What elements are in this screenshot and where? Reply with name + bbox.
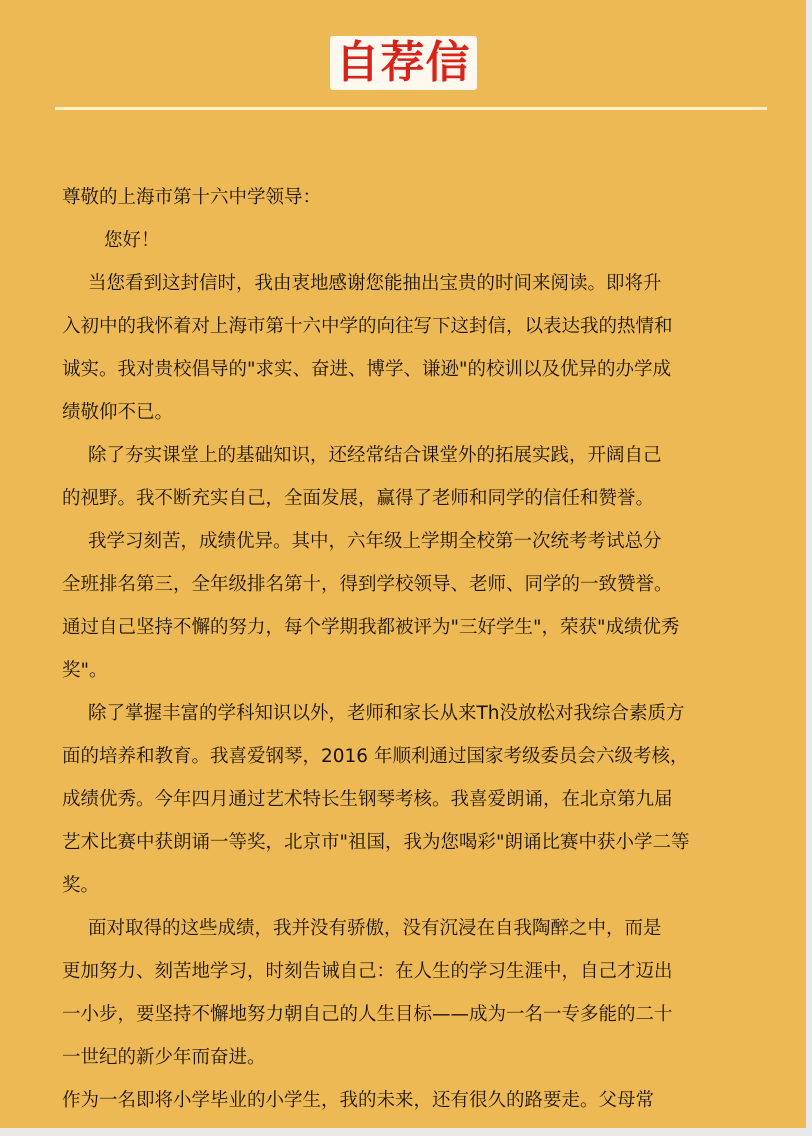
salutation: 尊敬的上海市第十六中学领导： [62, 187, 322, 208]
title-banner [0, 36, 806, 90]
text-line: 面对取得的这些成绩，我并没有骄傲，没有沉浸在自我陶醉之中，而是 [88, 918, 662, 939]
text-line: 绩敬仰不已。 [62, 402, 174, 423]
text-line: 全班排名第三，全年级排名第十，得到学校领导、老师、同学的一致赞誉。 [62, 574, 673, 595]
text-line: 一小步，要坚持不懈地努力朝自己的人生目标——成为一名一专多能的二十 [62, 1004, 673, 1025]
text-line: 面的培养和教育。我喜爱钢琴，2016 年顺利通过国家考级委员会六级考核， [62, 746, 689, 767]
text-line: 除了夯实课堂上的基础知识，还经常结合课堂外的拓展实践，开阔自己 [88, 445, 662, 466]
text-line: 艺术比赛中获朗诵一等奖，北京市"祖国，我为您喝彩"朗诵比赛中获小学二等 [62, 832, 690, 853]
greeting: 您好！ [104, 230, 160, 251]
text-line: 入初中的我怀着对上海市第十六中学的向往写下这封信，以表达我的热情和 [62, 316, 673, 337]
page-title: 自荐信 [330, 36, 477, 90]
text-line: 更加努力、刻苦地学习，时刻告诫自己：在人生的学习生涯中，自己才迈出 [62, 961, 673, 982]
text-line: 奖"。 [62, 660, 108, 681]
text-line: 我学习刻苦，成绩优异。其中，六年级上学期全校第一次统考考试总分 [88, 531, 662, 552]
text-line: 作为一名即将小学毕业的小学生，我的未来，还有很久的路要走。父母常 [62, 1090, 655, 1111]
text-line: 奖。 [62, 875, 100, 896]
text-line: 当您看到这封信时，我由衷地感谢您能抽出宝贵的时间来阅读。即将升 [88, 273, 662, 294]
text-line: 的视野。我不断充实自己，全面发展，赢得了老师和同学的信任和赞誉。 [62, 488, 655, 509]
divider [55, 107, 767, 110]
text-line: 通过自己坚持不懈的努力，每个学期我都被评为"三好学生"，荣获"成绩优秀 [62, 617, 680, 638]
letter-body [62, 176, 762, 1122]
text-line: 成绩优秀。今年四月通过艺术特长生钢琴考核。我喜爱朗诵，在北京第九届 [62, 789, 673, 810]
text-line: 除了掌握丰富的学科知识以外，老师和家长从来Th没放松对我综合素质方 [88, 703, 685, 724]
text-line: 诚实。我对贵校倡导的"求实、奋进、博学、谦逊"的校训以及优异的办学成 [62, 359, 672, 380]
text-line: 一世纪的新少年而奋进。 [62, 1047, 266, 1068]
